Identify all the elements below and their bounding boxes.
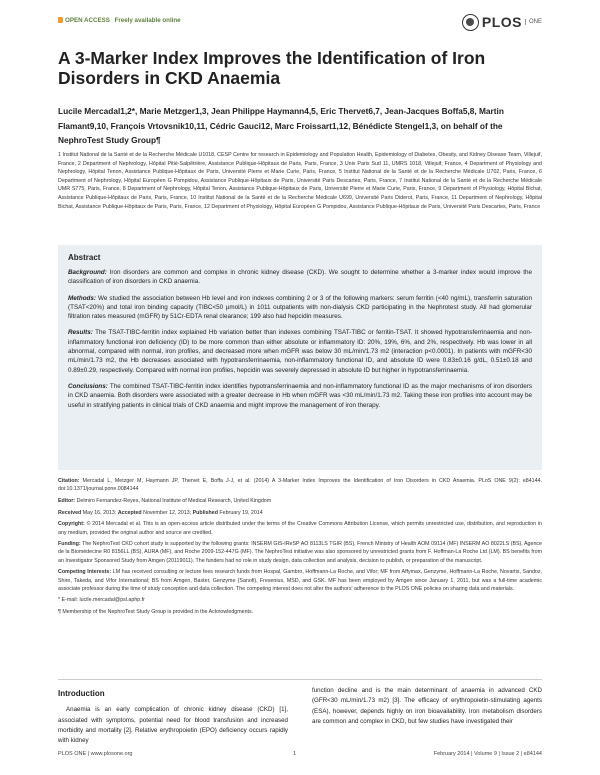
dates [58,509,542,517]
logo-subtext: ONE [525,19,542,25]
intro-left-text: Anaemia is an early complication of chronic kidney disease (CKD) [1], associated with symptoms, potential need for blood transfusion and increased morbidity and mortality [2]. Relative erythropoietin (EPO) deficiency occurs rapidly with kidney [58,706,288,745]
logo-text: PLOS [481,14,522,30]
published-label: Published [192,509,218,516]
intro-right-text: function decline and is the main determinant of anaemia in advanced CKD (GFR<30 mL/min/1.73 m2) [3]. The efficacy of erythropoietin-stimulating agents (ESA), however, depends highly on iron bioavailability. Iron metabolism disorders are common and complex in CKD, but few studies have investigated their [312,687,542,725]
email[interactable]: * E-mail: lucile.mercadal@psl.aphp.fr [58,597,145,604]
author-list: Lucile Mercadal1,2*, Marie Metzger1,3, Jean Philippe Haymann4,5, Eric Thervet6,7, Jean-Jacques Boffa5,8, Martin Flamant9,10, François Vrtovsnik10,11, Cédric Gauci12, Marc Froissart1,12, Bénédicte Stengel1,3, on behalf of the NephroTest Study Group¶ [58,106,504,145]
conclusions-label: Conclusions: [68,382,108,390]
received-date: May 16, 2013; [82,509,117,516]
abstract-conclusions [68,382,532,410]
copyright-label: Copyright: [58,521,85,528]
article-metadata [58,477,542,620]
results-text: The TSAT-TIBC-ferritin index explained Hb variation better than indexes combining TSAT-TIBC or ferritin-TSAT. It showed hypotransferrinaemia and non-inflammatory functional iron deficiency (ID) to be more common than either absolute or inflammatory ID: 20%, 19%, 6%, and 2%, respectively. Hb was lower in all abnormal, compared with normal, iron profiles, and decreased more when mGFR was below 30 mL/min/1.73 m2 (interaction p<0.0001). In patients with mGFR<30 mL/min/1.73 m2, the Hb decreases associated with hypotransferrinaemia, non-inflammatory functional ID, and absolute ID were 0.83±0.16 g/dL, 0.51±0.18 and 0.89±0.29, respectively. Compared with normal iron profiles, hepcidin was severely depressed in absolute ID but higher in hypotransferrinaemia. [68,329,532,374]
editor [58,497,542,505]
citation-text[interactable]: Mercadal L, Metzger M, Haymann JP, Thervet E, Boffa J-J, et al. (2014) A 3-Marker Index Improves the Identification of Iron Disorders in CKD Anaemia. PLoS ONE 9(2): e84144. doi:10.1371/journal.pone.0084144 [58,478,542,493]
page-footer [58,751,542,761]
abstract-methods [68,294,532,322]
intro-right-column [312,686,542,727]
methods-label: Methods: [68,294,96,302]
citation-label: Citation: [58,478,80,484]
journal-header [58,13,542,31]
background-text: Iron disorders are common and complex in chronic kidney disease (CKD). We sought to determine whether a 3-marker index would improve the classification of iron disorders in CKD anaemia. [68,269,533,286]
editor-label: Editor: [58,497,76,504]
results-label: Results: [68,329,93,337]
open-access-badge[interactable] [58,17,181,24]
copyright-text: © 2014 Mercadal et al. This is an open-access article distributed under the terms of the Creative Commons Attribution License, which permits unrestricted use, distribution, and reproduction in any medium, provided the original author and source are credited. [58,521,542,536]
abstract-background [68,268,532,287]
funding [58,540,542,565]
open-lock-icon [58,17,63,23]
divider [58,679,542,680]
plos-logo[interactable] [462,13,542,31]
methods-text: We studied the association between Hb level and iron indexes combining 2 or 3 of the following markers: serum ferritin (<40 ng/mL), transferrin saturation (TSAT<20%) and total iron binding capacity (TIBC<50 µmol/L) in 1011 outpatients with non-dialysis CKD participating in the Nephrotest study. All had glomerular filtration rates measured (mGFR) by 51Cr-EDTA renal clearance; 199 also had hepcidin measures. [68,294,532,321]
received-label: Received [58,509,82,516]
competing-interests [58,568,542,593]
abstract-heading: Abstract [68,253,101,262]
footer-journal[interactable]: PLOS ONE | www.plosone.org [58,751,133,757]
editor-text: Delmiro Fernandez-Reyes, National Institute of Medical Research, United Kingdom [76,497,272,504]
accepted-label: Accepted [117,509,142,516]
funding-label: Funding: [58,541,81,548]
published-date: February 19, 2014 [219,509,263,516]
open-label: OPEN [65,17,83,24]
citation [58,477,542,493]
background-label: Background: [68,269,107,276]
abstract-box [58,245,542,470]
copyright [58,520,542,536]
plos-logo-icon [462,14,479,31]
footer-page-number: 1 [293,751,297,757]
footer-issue: February 2014 | Volume 9 | Issue 2 | e84144 [433,751,542,757]
competing-text: LM has received consulting or lecture fees research funds from Hospal, Gambro, Hoffmann-La Roche, and Vifor; MF from Affymax, Genzyme, Hoffmann-La Roche, Novartis, Sandoz, Shire, Takeda, and Vifor International; BS from Amgen, Baxter, Genzyme (Sanofi), Fresenius, MSD, and GSK. MF has been employed by Amgen since January 1, 2011, but was a full-time academic associate professor during the time of study conception and data collection. The competing interest does not alter the authors' adherence to the PLOS ONE policies on sharing data and materials. [58,569,542,592]
intro-heading: Introduction [58,689,105,698]
intro-left-column [58,686,288,746]
membership-note: ¶ Membership of the NephroTest Study Group is provided in the Acknowledgments. [58,609,254,616]
access-label: ACCESS [84,17,110,24]
affiliations: 1 Institut National de la Santé et de la Recherche Médicale U1018, CESP Centre for research in Epidemiology and Population Health, Epidemiology of Diabetes, Obesity, and Kidney Disease Team, Villejuif, France, 2 Department of Nephrology, Hôpital Pitié-Salpêtrière, Assistance Publique-Hôpitaux de Paris, Paris, France, 3 Univ Paris Sud 11, UMRS 1018, Villejuif, France, 4 Department of Physiology and Nephrology, Hôpital Tenon, Assistance Publique-Hôpitaux de Paris, Université Pierre et Marie Curie, Paris, France, 5 Institut National de la Santé et de la Recherche Médicale U702, Paris, France, 6 Department of Nephrology, Hôpital Européen G Pompidou, Assistance Publique-Hôpitaux de Paris, Université Paris Descartes, Paris, France, 7 Institut National de la Santé et de la Recherche Médicale UMR S775, Paris, France, 8 Department of Nephrology, Hôpital Tenon, Assistance Publique-Hôpitaux de Paris, Université Pierre et Marie Curie, Paris, France, 9 Department of Physiology, Hôpital Bichat, Assistance Publique-Hôpitaux de Paris, Paris, France, 10 Institut National de la Santé et de la Recherche Médicale U699, Université Paris Diderot, Paris, France, 11 Department of Nephrology, Hôpital Bichat, Assistance Publique-Hôpitaux de Paris, Paris, France, 12 Department of Physiology, Hôpital Européen G Pompidou, Assistance Publique-Hôpitaux de Paris, Université Paris Descartes, Paris, France [58,152,542,210]
funding-text: The NephroTest CKD cohort study is supported by the following grants: INSERM GIS-IReSP AO 8113LS TGIR (BS), French Ministry of Health AOM 09114 (MF) INSERM AO 8022LS (BS), Agence de la Biomédecine R0 8156LL (BS), AURA (MF), and Roche 2009-152-447G (MF). The NephroTest initiative was also sponsored by unrestricted grants from F. Hoffman-La Roche Ltd (LM). BS benefits from an Investigator Sponsored Study from Amgen (20119011). The funders had no role in study design, data collection and analysis, decision to publish, or preparation of the manuscript. [58,541,542,564]
freely-available-label: Freely available online [114,17,181,24]
article-title: A 3-Marker Index Improves the Identification of Iron Disorders in CKD Anaemia [58,48,486,88]
conclusions-text: The combined TSAT-TIBC-ferritin index identifies hypotransferrinaemia and non-inflammatory functional ID as the major mechanisms of iron disorders in CKD anaemia. Both disorders were associated with a greater decrease in Hb when mGFR was <30 mL/min/1.73 m2. Taking these iron profiles into account may be useful in stratifying patients in clinical trials of CKD anaemia and might improve the management of iron therapy. [68,382,532,409]
accepted-date: November 12, 2013; [143,509,192,516]
competing-label: Competing Interests: [58,569,112,576]
abstract-results [68,328,532,374]
